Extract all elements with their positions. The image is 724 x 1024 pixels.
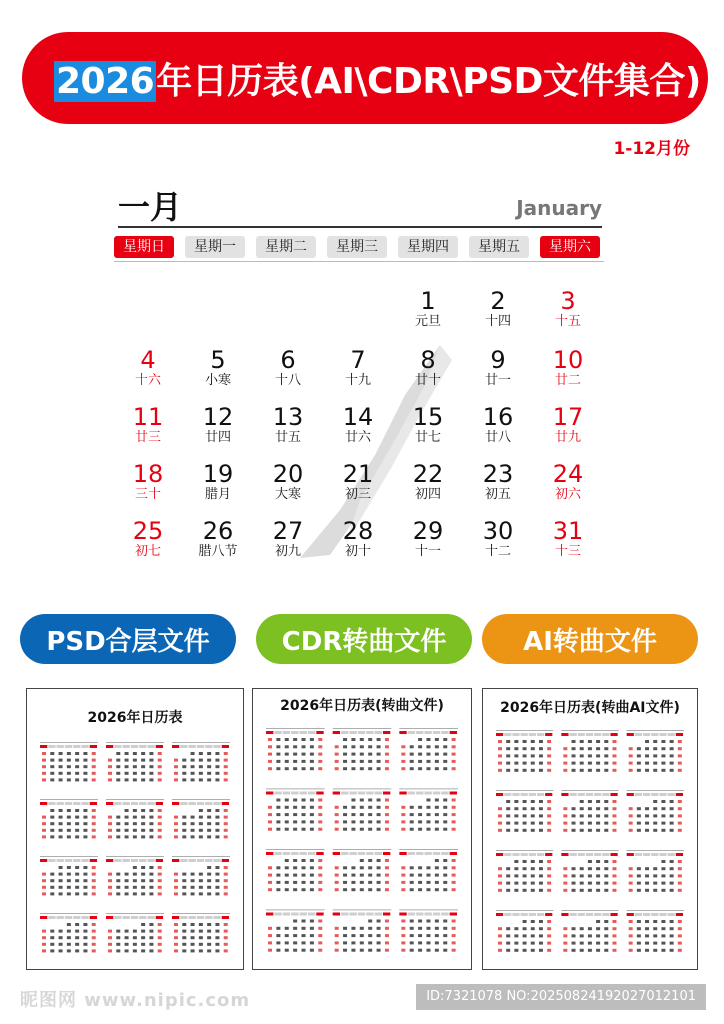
lunar-date: 初六 [554, 487, 581, 502]
calendar-day-cell [118, 404, 178, 446]
calendar-day-cell [468, 347, 528, 389]
lunar-date: 初四 [414, 487, 441, 502]
lunar-date: 小寒 [204, 373, 231, 388]
weekday-label: 星期四 [398, 236, 458, 258]
ai-preview-thumbnail [482, 688, 698, 970]
thumbnail-title: 2026年日历表 [87, 710, 183, 726]
calendar-day-cell [188, 518, 248, 560]
mini-calendar-grid [263, 719, 463, 961]
title-year: 2026 [56, 60, 155, 102]
lunar-date: 十八 [274, 373, 301, 388]
day-number: 9 [490, 346, 506, 374]
site-watermark: 昵图网 www.nipic.com [20, 990, 251, 1011]
day-number: 29 [412, 517, 444, 545]
calendar-day-cell [118, 347, 178, 389]
lunar-date: 十五 [554, 314, 581, 329]
lunar-date: 初三 [344, 487, 371, 502]
image-id-label: ID:7321078 NO:20250824192027012101 [416, 984, 706, 1010]
calendar-day-cell [468, 288, 528, 330]
lunar-date: 廿一 [484, 373, 511, 388]
psd-preview-thumbnail [26, 688, 244, 970]
weekday-label: 星期二 [256, 236, 316, 258]
lunar-date: 初五 [484, 487, 511, 502]
lunar-date: 廿四 [204, 430, 231, 445]
day-number: 2 [490, 287, 506, 315]
lunar-date: 廿三 [134, 430, 161, 445]
day-number: 14 [342, 403, 374, 431]
day-number: 28 [342, 517, 374, 545]
calendar-day-cell [118, 461, 178, 503]
day-number: 16 [482, 403, 514, 431]
weekday-label: 星期六 [540, 236, 600, 258]
calendar-day-cell [398, 461, 458, 503]
mini-calendar-grid [493, 721, 689, 961]
calendar-day-cell [188, 404, 248, 446]
psd-file-badge: PSD合层文件 [20, 614, 236, 664]
calendar-day-cell [328, 461, 388, 503]
day-number: 19 [202, 460, 234, 488]
calendar-day-cell [468, 461, 528, 503]
day-number: 1 [420, 287, 436, 315]
calendar-day-cell [468, 518, 528, 560]
calendar-day-cell [258, 347, 318, 389]
day-number: 10 [552, 346, 584, 374]
lunar-date: 廿十 [414, 373, 441, 388]
day-number: 13 [272, 403, 304, 431]
weekday-label: 星期三 [327, 236, 387, 258]
calendar-day-cell [398, 518, 458, 560]
day-number: 20 [272, 460, 304, 488]
calendar-day-cell [258, 518, 318, 560]
day-number: 7 [350, 346, 366, 374]
calendar-day-cell [538, 347, 598, 389]
calendar-day-cell [538, 288, 598, 330]
mini-calendar-grid [37, 733, 235, 961]
lunar-date: 三十 [134, 487, 161, 502]
lunar-date: 十九 [344, 373, 371, 388]
month-name-cn: 一月 [118, 188, 183, 226]
calendar-day-cell [398, 347, 458, 389]
day-number: 23 [482, 460, 514, 488]
calendar-day-cell [538, 404, 598, 446]
day-number: 5 [210, 346, 226, 374]
day-number: 30 [482, 517, 514, 545]
day-number: 22 [412, 460, 444, 488]
lunar-date: 廿五 [274, 430, 301, 445]
calendar-day-cell [258, 404, 318, 446]
lunar-date: 十三 [554, 544, 581, 559]
day-number: 8 [420, 346, 436, 374]
lunar-date: 腊月 [204, 487, 231, 502]
calendar-day-cell [468, 404, 528, 446]
month-range: 1-12月份 [613, 139, 690, 159]
day-number: 31 [552, 517, 584, 545]
day-number: 12 [202, 403, 234, 431]
lunar-date: 十六 [134, 373, 161, 388]
thumbnail-title: 2026年日历表(转曲文件) [280, 698, 444, 714]
lunar-date: 廿九 [554, 430, 581, 445]
lunar-date: 元旦 [414, 314, 441, 329]
weekday-label: 星期五 [469, 236, 529, 258]
lunar-date: 廿七 [414, 430, 441, 445]
lunar-date: 廿二 [554, 373, 581, 388]
title-text: 年日历表(AI\CDR\PSD文件集合) [156, 60, 701, 102]
calendar-day-cell [188, 461, 248, 503]
calendar-day-cell [538, 461, 598, 503]
day-number: 3 [560, 287, 576, 315]
lunar-date: 腊八节 [198, 544, 238, 559]
calendar-day-cell [188, 347, 248, 389]
lunar-date: 初十 [344, 544, 371, 559]
day-number: 26 [202, 517, 234, 545]
lunar-date: 廿八 [484, 430, 511, 445]
calendar-day-cell [118, 518, 178, 560]
lunar-date: 大寒 [274, 487, 301, 502]
lunar-date: 十二 [484, 544, 511, 559]
month-name-en: January [516, 196, 602, 220]
lunar-date: 十四 [484, 314, 511, 329]
cdr-file-badge: CDR转曲文件 [256, 614, 472, 664]
day-number: 18 [132, 460, 164, 488]
calendar-day-cell [328, 518, 388, 560]
calendar-day-cell [328, 404, 388, 446]
calendar-day-cell [538, 518, 598, 560]
day-number: 21 [342, 460, 374, 488]
day-number: 17 [552, 403, 584, 431]
day-number: 15 [412, 403, 444, 431]
calendar-day-cell [258, 461, 318, 503]
cdr-preview-thumbnail [252, 688, 472, 970]
day-number: 24 [552, 460, 584, 488]
day-number: 6 [280, 346, 296, 374]
weekday-label: 星期一 [185, 236, 245, 258]
thumbnail-title: 2026年日历表(转曲AI文件) [500, 700, 680, 716]
weekday-label: 星期日 [114, 236, 174, 258]
day-number: 25 [132, 517, 164, 545]
lunar-date: 初七 [134, 544, 161, 559]
lunar-date: 廿六 [344, 430, 371, 445]
day-number: 4 [140, 346, 156, 374]
lunar-date: 初九 [274, 544, 301, 559]
calendar-day-cell [398, 288, 458, 330]
lunar-date: 十一 [414, 544, 441, 559]
calendar-day-cell [398, 404, 458, 446]
day-number: 11 [132, 403, 164, 431]
ai-file-badge: AI转曲文件 [482, 614, 698, 664]
calendar-day-cell [328, 347, 388, 389]
day-number: 27 [272, 517, 304, 545]
